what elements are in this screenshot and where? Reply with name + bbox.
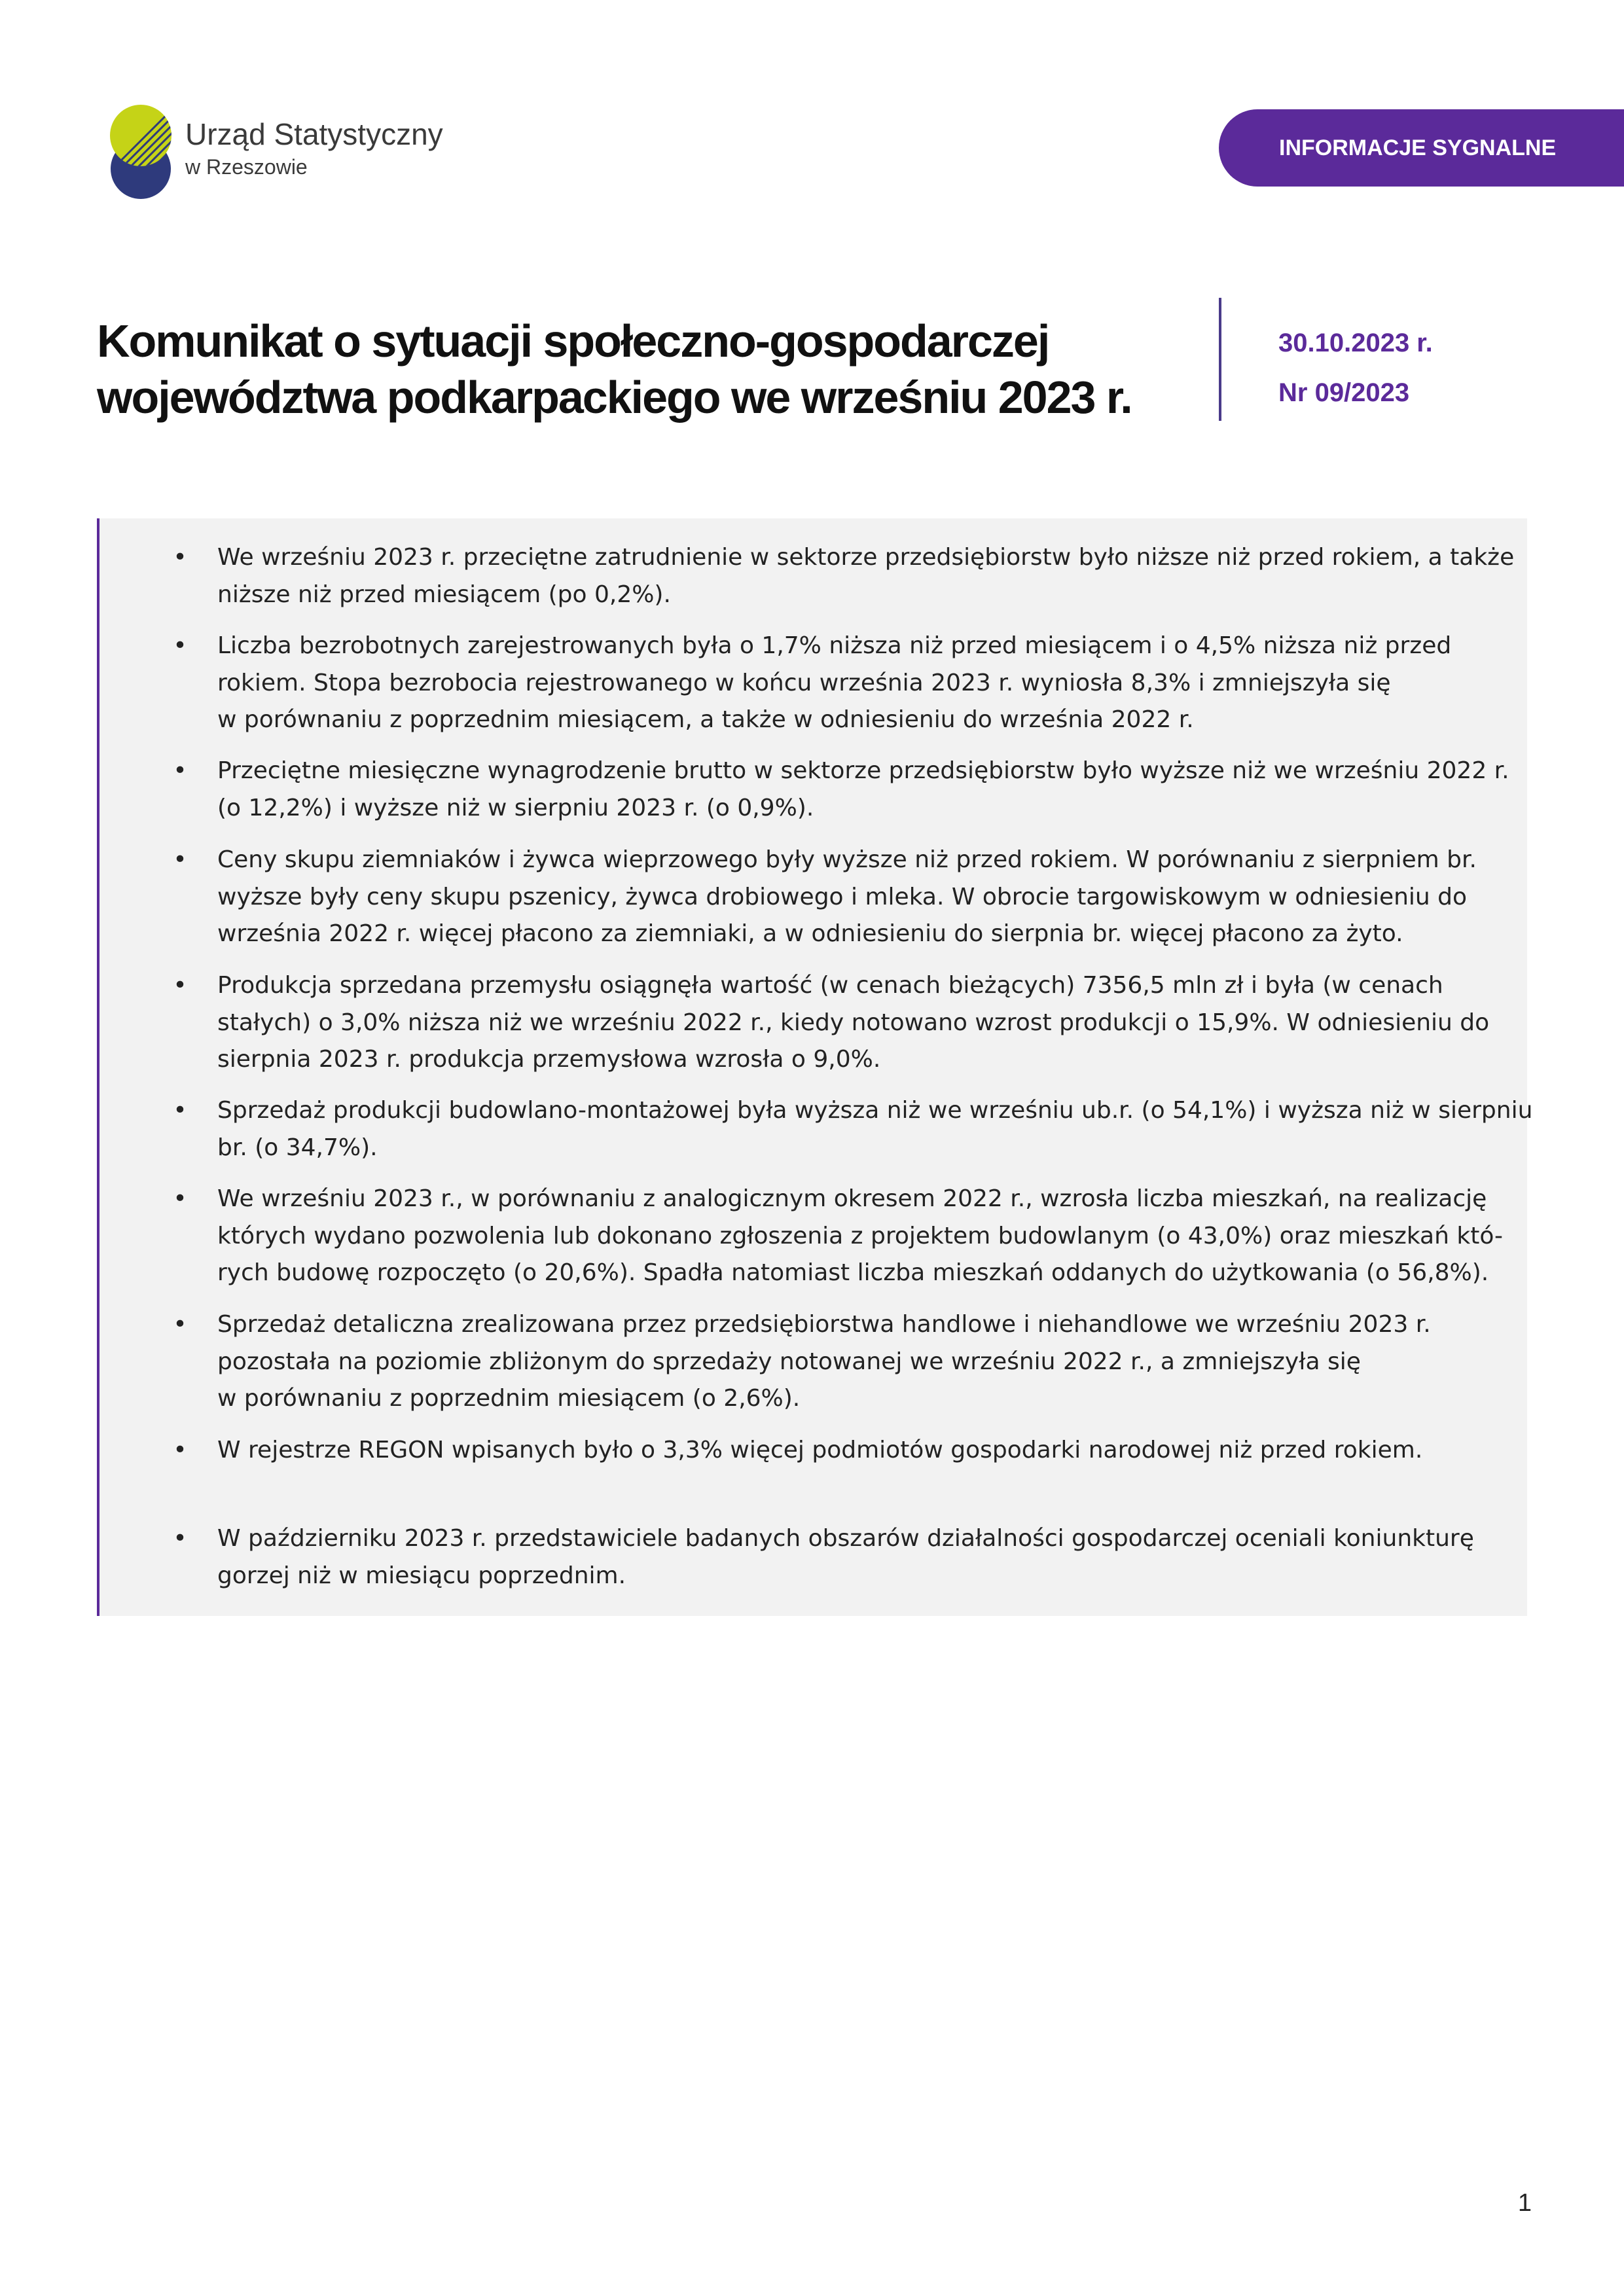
summary-item-text: [217, 1432, 1526, 1469]
summary-item-line: br. (o 34,7%).: [217, 1134, 378, 1161]
summary-item-line: Sprzedaż detaliczna zrealizowana przez przedsiębiorstwa handlowe i niehandlowe we wrześniu 2023 r.: [217, 1311, 1431, 1338]
information-type-badge: INFORMACJE SYGNALNE: [1219, 109, 1624, 187]
bullet-icon: •: [173, 757, 187, 784]
summary-item-text: [217, 1181, 1526, 1292]
summary-item-line: sierpnia 2023 r. produkcja przemysłowa wzrosła o 9,0%.: [217, 1046, 881, 1073]
summary-item-line: Liczba bezrobotnych zarejestrowanych była o 1,7% niższa niż przed miesiącem i o 4,5% niższa niż przed: [217, 632, 1452, 659]
summary-item: [99, 1092, 1533, 1166]
summary-item: [99, 753, 1530, 827]
logo: [108, 101, 443, 200]
summary-item-text: [217, 539, 1526, 613]
summary-item-line: stałych) o 3,0% niższa niż we wrześniu 2022 r., kiedy notowano wzrost produkcji o 15,9%. W odniesieniu do: [217, 1009, 1490, 1036]
summary-item-line: wyższe były ceny skupu pszenicy, żywca drobiowego i mleka. W obrocie targowiskowym w odniesieniu do: [217, 883, 1468, 910]
summary-item-line: Przeciętne miesięczne wynagrodzenie brutto w sektorze przedsiębiorstw było wyższe niż we wrześniu 2022 r.: [217, 757, 1509, 784]
publication-meta: [1278, 318, 1433, 418]
summary-item-line: niższe niż przed miesiącem (po 0,2%).: [217, 581, 671, 608]
summary-item-line: (o 12,2%) i wyższe niż w sierpniu 2023 r. (o 0,9%).: [217, 794, 814, 821]
summary-item-line: We wrześniu 2023 r., w porównaniu z analogicznym okresem 2022 r., wzrosła liczba mieszkań, na realizację: [217, 1185, 1487, 1212]
summary-item-line: We wrześniu 2023 r. przeciętne zatrudnienie w sektorze przedsiębiorstw było niższe niż przed rokiem, a także: [217, 544, 1515, 571]
summary-item: [99, 539, 1530, 613]
summary-item-line: w porównaniu z poprzednim miesiącem, a także w odniesieniu do września 2022 r.: [217, 706, 1194, 733]
summary-item-text: [217, 1520, 1526, 1594]
summary-item: [99, 1181, 1530, 1292]
summary-item-text: [217, 1306, 1526, 1418]
publication-date: 30.10.2023 r.: [1278, 329, 1433, 357]
summary-item-line: których wydano pozwolenia lub dokonano zgłoszenia z projektem budowlanym (o 43,0%) oraz mieszkań któ-: [217, 1222, 1504, 1249]
summary-item: [99, 1432, 1530, 1469]
summary-item-line: w porównaniu z poprzednim miesiącem (o 2,6%).: [217, 1385, 801, 1412]
publication-number: Nr 09/2023: [1278, 378, 1410, 407]
logo-text: [185, 116, 443, 181]
bullet-icon: •: [173, 1311, 187, 1338]
bullet-icon: •: [173, 972, 187, 999]
summary-item-text: [217, 628, 1526, 739]
summary-item: [99, 1306, 1530, 1418]
bullet-icon: •: [173, 544, 187, 571]
page-number: 1: [1517, 2189, 1532, 2217]
summary-item-line: Ceny skupu ziemniaków i żywca wieprzowego były wyższe niż przed rokiem. W porównaniu z sierpniem br.: [217, 846, 1477, 873]
bullet-icon: •: [173, 1185, 187, 1212]
summary-item-text: [217, 842, 1526, 953]
summary-item-text: [217, 1092, 1533, 1166]
meta-divider: [1219, 298, 1221, 421]
summary-item-line: Sprzedaż produkcji budowlano-montażowej była wyższa niż we wrześniu ub.r. (o 54,1%) i wyższa niż w sierpniu: [217, 1097, 1533, 1124]
summary-item-line: W rejestrze REGON wpisanych było o 3,3% więcej podmiotów gospodarki narodowej niż przed rokiem.: [217, 1437, 1423, 1463]
summary-item-text: [217, 753, 1526, 827]
summary-item-line: W październiku 2023 r. przedstawiciele badanych obszarów działalności gospodarczej oceniali koniunkturę: [217, 1525, 1474, 1552]
bullet-icon: •: [173, 1437, 187, 1463]
bullet-icon: •: [173, 846, 187, 873]
statistics-office-logo-icon: [108, 101, 180, 200]
summary-item-line: gorzej niż w miesiącu poprzednim.: [217, 1562, 626, 1589]
summary-item: [99, 628, 1530, 739]
summary-item-line: rokiem. Stopa bezrobocia rejestrowanego w końcu września 2023 r. wyniosła 8,3% i zmniejszyła się: [217, 669, 1391, 696]
bullet-icon: •: [173, 1097, 187, 1124]
title-line2: województwa podkarpackiego we wrześniu 2023 r.: [97, 372, 1132, 423]
logo-line2: w Rzeszowie: [185, 155, 308, 179]
summary-item-line: września 2022 r. więcej płacono za ziemniaki, a w odniesieniu do sierpnia br. więcej płacono za żyto.: [217, 920, 1403, 947]
summary-item-line: Produkcja sprzedana przemysłu osiągnęła wartość (w cenach bieżących) 7356,5 mln zł i była (w cenach: [217, 972, 1443, 999]
summary-item-line: pozostała na poziomie zbliżonym do sprzedaży notowanej we wrześniu 2022 r., a zmniejszyła się: [217, 1348, 1361, 1375]
summary-item-line: rych budowę rozpoczęto (o 20,6%). Spadła natomiast liczba mieszkań oddanych do użytkowania (o 56,8%).: [217, 1259, 1489, 1286]
summary-box: [97, 518, 1533, 1616]
bullet-icon: •: [173, 632, 187, 659]
summary-item: [99, 967, 1530, 1079]
summary-item-text: [217, 967, 1526, 1079]
logo-line1: Urząd Statystyczny: [185, 117, 443, 151]
title-line1: Komunikat o sytuacji społeczno-gospodarczej: [97, 315, 1049, 367]
page-title: [97, 313, 1177, 425]
summary-item: [99, 1520, 1530, 1594]
bullet-icon: •: [173, 1525, 187, 1552]
summary-item: [99, 842, 1530, 953]
